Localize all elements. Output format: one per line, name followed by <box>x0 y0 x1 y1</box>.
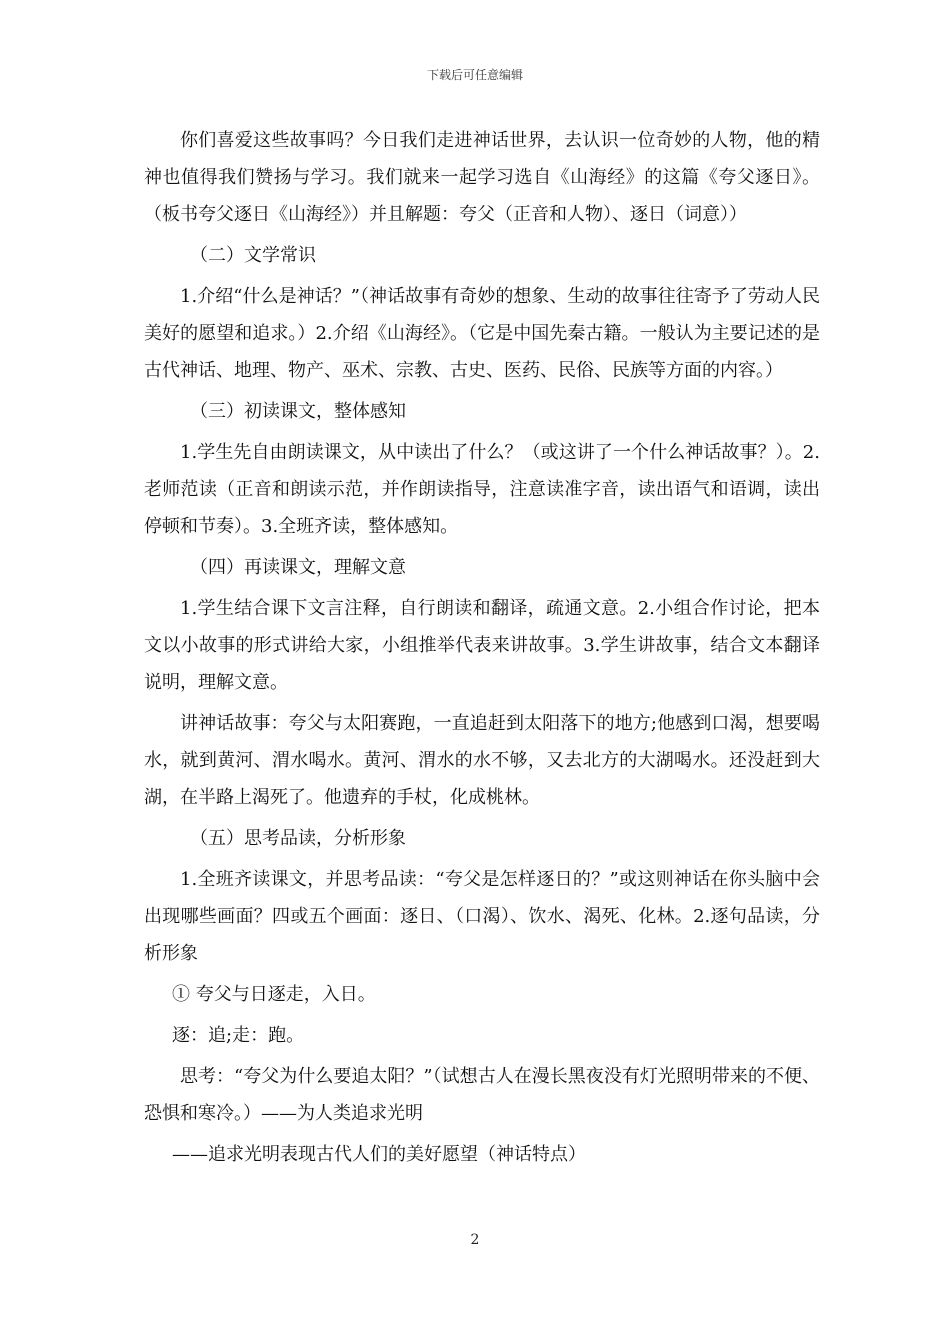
section-heading-first-reading: （三）初读课文，整体感知 <box>190 401 406 422</box>
word-explanation: 逐：追;走：跑。 <box>172 1025 305 1046</box>
paragraph-second-reading: 1.学生结合课下文言注释，自行朗读和翻译，疏通文意。2.小组合作讨论，把本文以小故事的形式讲给大家，小组推举代表来讲故事。3.学生讲故事，结合文本翻译说明，理解文意。 <box>144 598 820 693</box>
section-heading-literary-knowledge: （二）文学常识 <box>190 245 316 266</box>
section-heading-second-reading: （四）再读课文，理解文意 <box>190 557 406 578</box>
section-heading-analysis: （五）思考品读，分析形象 <box>190 828 406 849</box>
paragraph-literary-knowledge: 1.介绍“什么是神话？”（神话故事有奇妙的想象、生动的故事往往寄予了劳动人民美好的愿望和追求。）2.介绍《山海经》。（它是中国先秦古籍。一般认为主要记述的是古代神话、地理、物产、巫术、宗教、古史、医药、民俗、民族等方面的内容。） <box>144 286 820 381</box>
paragraph-intro: 你们喜爱这些故事吗？今日我们走进神话世界，去认识一位奇妙的人物，他的精神也值得我们赞扬与学习。我们就来一起学习选自《山海经》的这篇《夸父逐日》。（板书夸父逐日《山海经》）并且解题：夸父（正音和人物）、逐日（词意）） <box>144 130 820 225</box>
document-body <box>144 122 820 1177</box>
sentence-item-1: ① 夸父与日逐走，入日。 <box>172 984 376 1005</box>
paragraph-myth-story: 讲神话故事：夸父与太阳赛跑，一直追赶到太阳落下的地方;他感到口渴，想要喝水，就到黄河、渭水喝水。黄河、渭水的水不够，又去北方的大湖喝水。还没赶到大湖，在半路上渴死了。他遗弃的手杖，化成桃林。 <box>144 713 820 808</box>
paragraph-thinking: 思考：“夸父为什么要追太阳？”（试想古人在漫长黑夜没有灯光照明带来的不便、恐惧和寒冷。）——为人类追求光明 <box>144 1066 820 1124</box>
page-number: 2 <box>470 1232 480 1248</box>
paragraph-first-reading: 1.学生先自由朗读课文，从中读出了什么？（或这讲了一个什么神话故事？）。2.老师范读（正音和朗读示范，并作朗读指导，注意读准字音，读出语气和语调，读出停顿和节奏）。3.全班齐读，整体感知。 <box>144 442 820 537</box>
page-header: 下载后可任意编辑 <box>426 68 523 82</box>
paragraph-analysis: 1.全班齐读课文，并思考品读：“夸父是怎样逐日的？”或这则神话在你头脑中会出现哪些画面？四或五个画面：逐日、（口渴）、饮水、渴死、化林。2.逐句品读，分析形象 <box>144 869 820 964</box>
conclusion-line: ——追求光明表现古代人们的美好愿望（神话特点） <box>172 1144 586 1165</box>
